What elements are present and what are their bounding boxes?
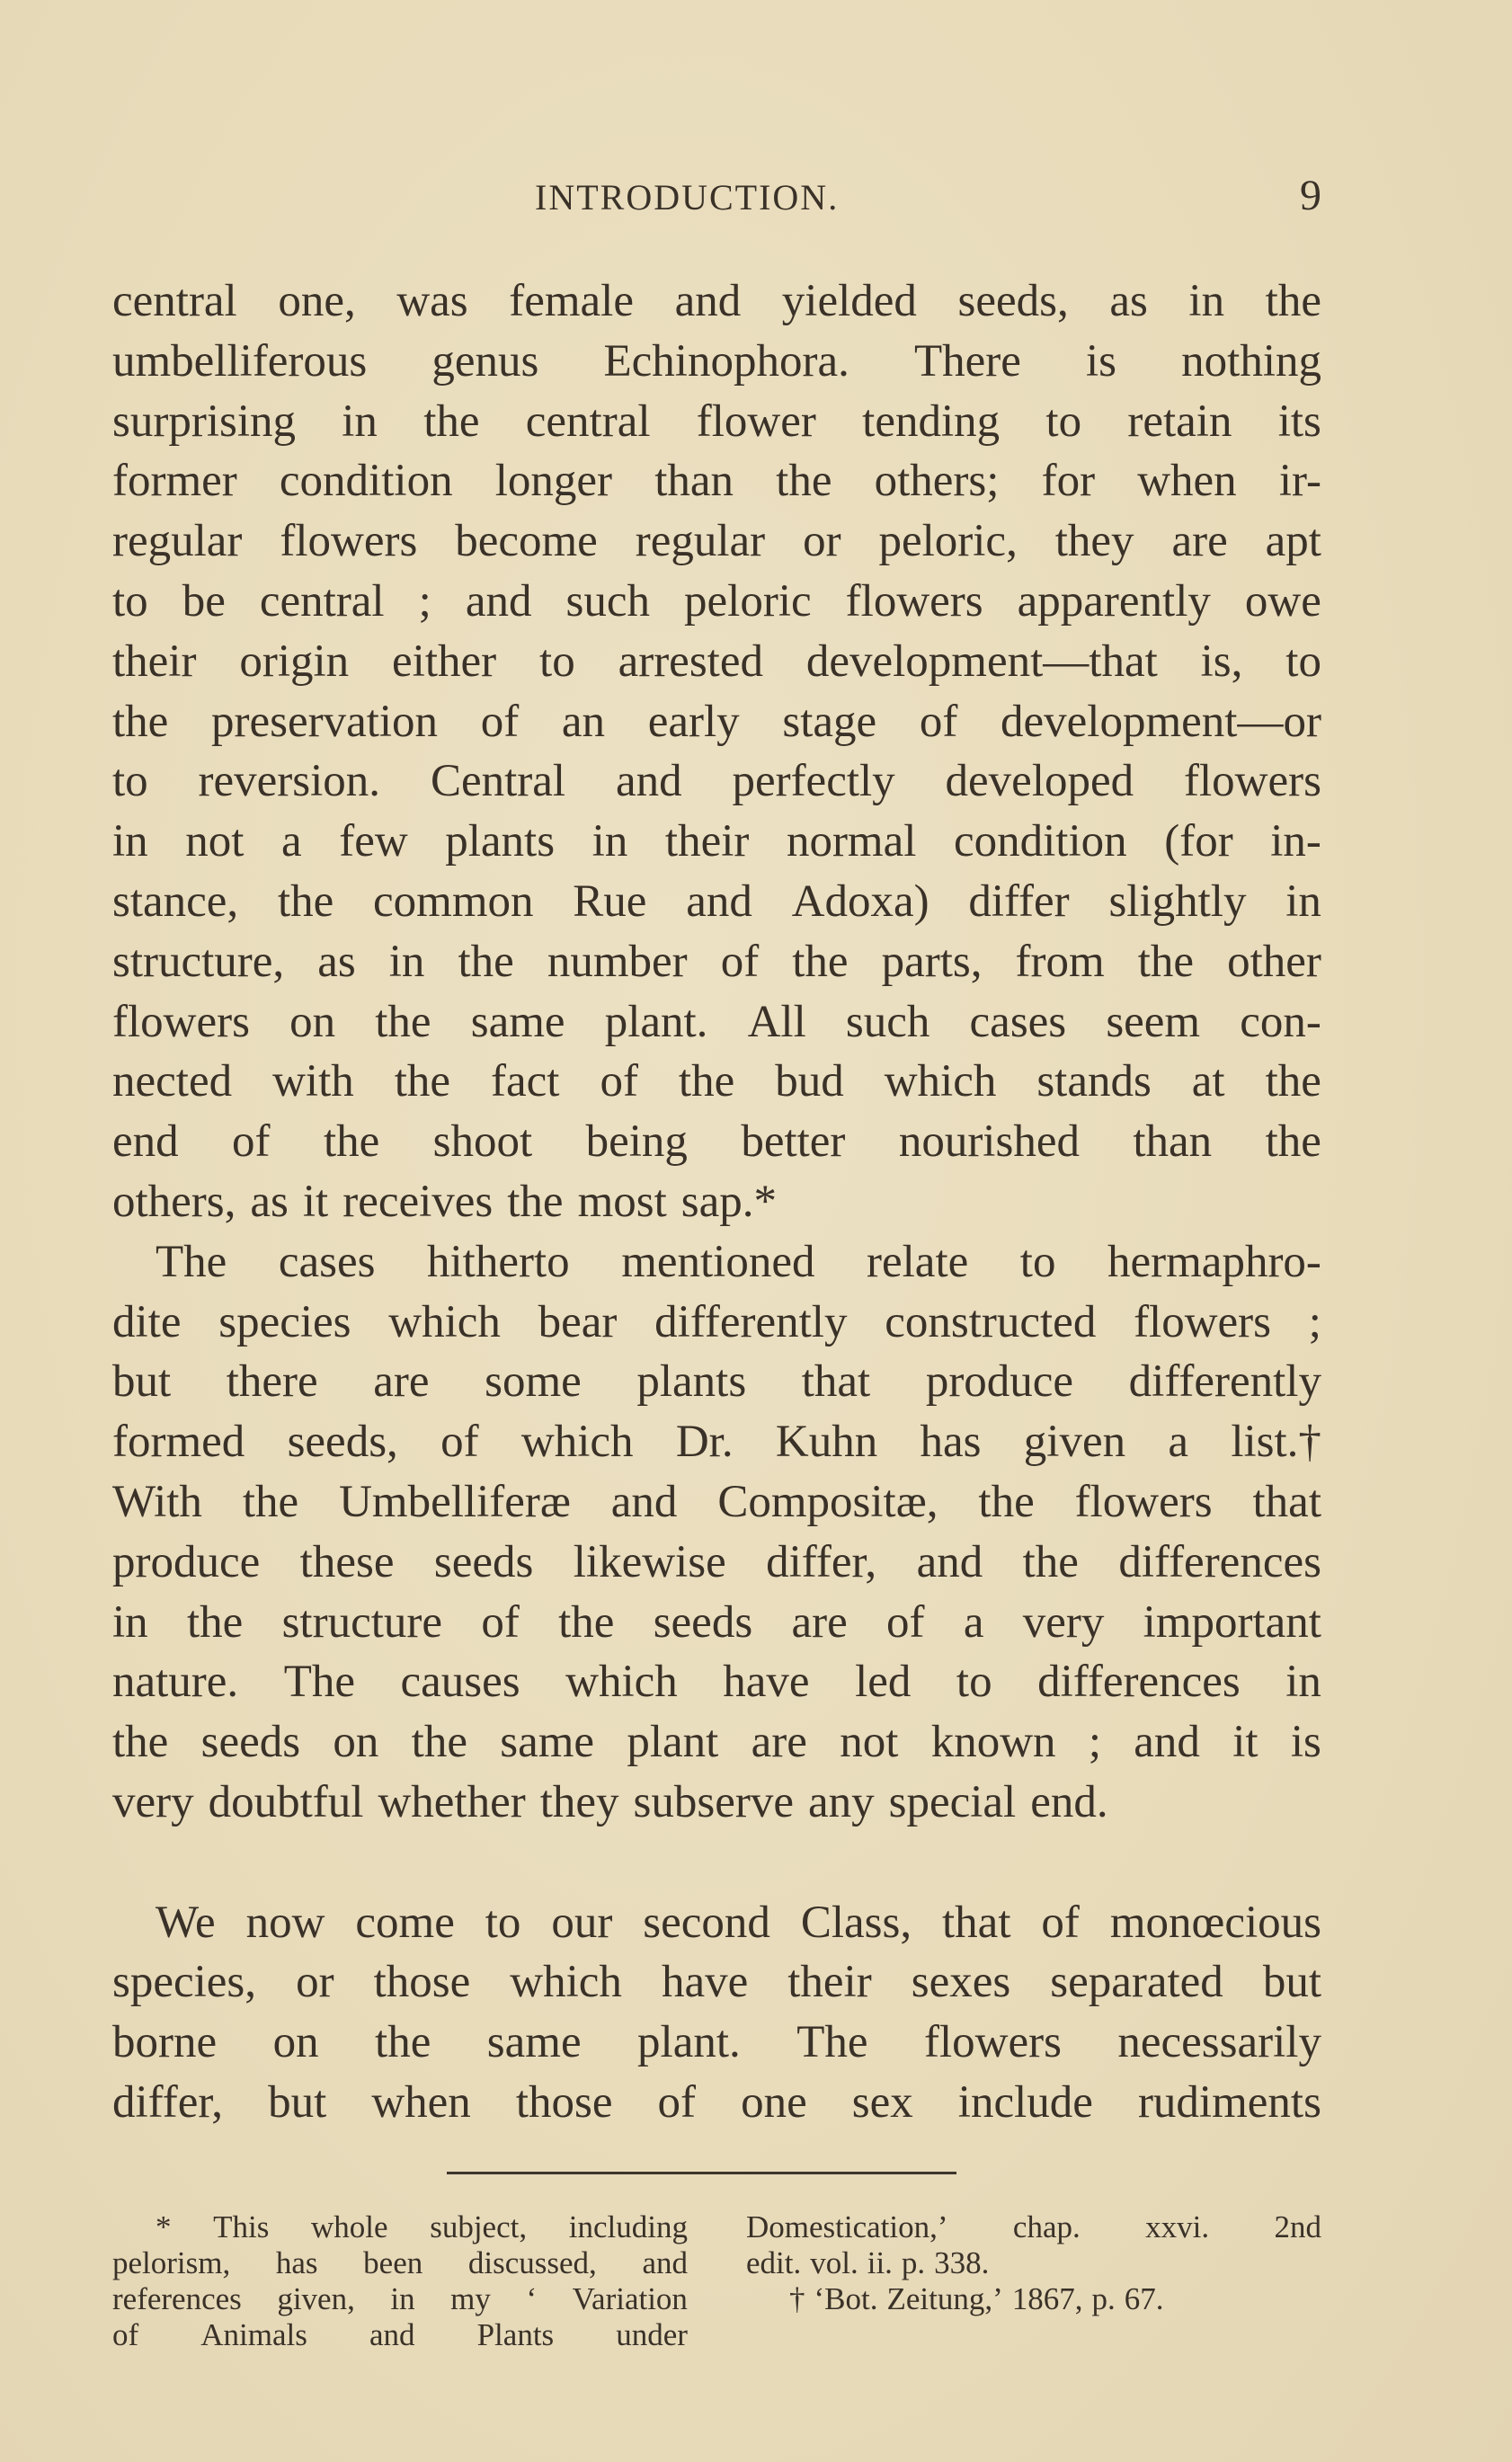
text-line: nected with the fact of the bud which stands at the (112, 1056, 1321, 1107)
text-line: nature. The causes which have led to differences in (112, 1657, 1321, 1708)
footnote-line: references given, in my ‘ Variation (112, 2281, 688, 2316)
text-line: stance, the common Rue and Adoxa) differ slightly in (112, 875, 1321, 927)
footnote-line: * This whole subject, including (156, 2209, 688, 2244)
text-line: surprising in the central flower tending to retain its (112, 396, 1321, 447)
text-line: the preservation of an early stage of development—or (112, 696, 1321, 747)
footnote-line: pelorism, has been discussed, and (112, 2245, 688, 2280)
text-line: species, or those which have their sexes separated but (112, 1957, 1321, 2008)
text-line: produce these seeds likewise differ, and the differences (112, 1536, 1321, 1587)
text-line: formed seeds, of which Dr. Kuhn has given a list.† (112, 1417, 1321, 1468)
footnote-line: † ‘Bot. Zeitung,’ 1867, p. 67. (789, 2281, 1164, 2316)
text-line: regular flowers become regular or peloric, they are apt (112, 516, 1321, 567)
text-line: differ, but when those of one sex include rudiments (112, 2076, 1321, 2128)
text-line: the seeds on the same plant are not known ; and it is (112, 1717, 1321, 1768)
footnote-line: edit. vol. ii. p. 338. (746, 2245, 990, 2280)
body-text (112, 271, 1321, 2133)
text-line: end of the shoot being better nourished than the (112, 1116, 1321, 1168)
running-head: INTRODUCTION. (535, 177, 840, 218)
text-line: We now come to our second Class, that of monœcious (156, 1897, 1321, 1948)
text-line: The cases hitherto mentioned relate to hermaphro- (156, 1236, 1321, 1287)
text-line: to reversion. Central and perfectly developed flowers (112, 756, 1321, 807)
footnote-column-left (112, 2209, 688, 2353)
footnote-column-right (746, 2209, 1321, 2317)
page-header (112, 172, 1321, 230)
text-line: in the structure of the seeds are of a very important (112, 1596, 1321, 1648)
footnote-divider (447, 2172, 956, 2174)
footnote-line: of Animals and Plants under (112, 2317, 688, 2352)
paragraph-gap (112, 1833, 1321, 1893)
text-line: former condition longer than the others; for when ir- (112, 456, 1321, 507)
text-line: flowers on the same plant. All such cases seem con- (112, 996, 1321, 1047)
text-line: their origin either to arrested development—that is, to (112, 635, 1321, 687)
page-number: 9 (1300, 172, 1321, 219)
text-line: in not a few plants in their normal condition (for in- (112, 816, 1321, 867)
text-line: but there are some plants that produce differently (112, 1356, 1321, 1408)
text-line: dite species which bear differently constructed flowers ; (112, 1296, 1321, 1347)
text-line: very doubtful whether they subserve any special end. (112, 1776, 1108, 1827)
text-line: borne on the same plant. The flowers necessarily (112, 2017, 1321, 2068)
text-line: to be central ; and such peloric flowers apparently owe (112, 575, 1321, 627)
text-line: structure, as in the number of the parts, from the other (112, 936, 1321, 987)
text-line: central one, was female and yielded seeds, as in the (112, 276, 1321, 326)
footnote-line: Domestication,’ chap. xxvi. 2nd (746, 2209, 1321, 2244)
text-line: With the Umbelliferæ and Compositæ, the flowers that (112, 1476, 1321, 1527)
text-line: umbelliferous genus Echinophora. There is nothing (112, 335, 1321, 387)
text-line: others, as it receives the most sap.* (112, 1176, 777, 1227)
